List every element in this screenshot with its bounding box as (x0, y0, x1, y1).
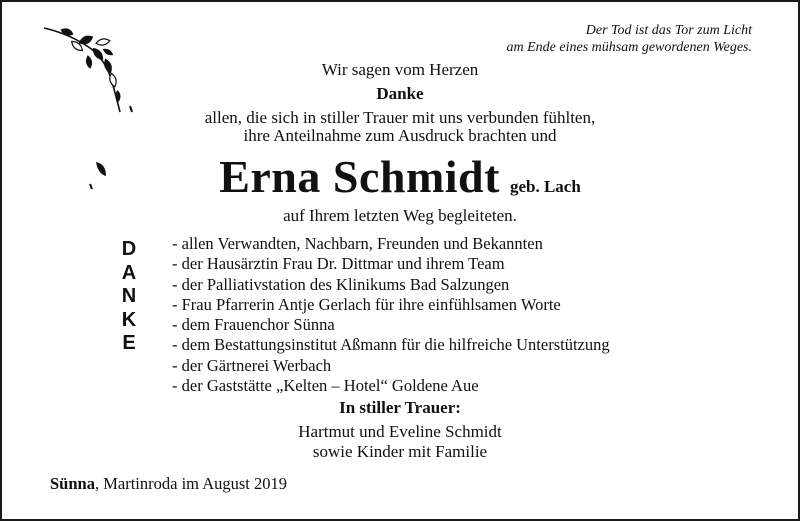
list-item: - dem Frauenchor Sünna (172, 315, 335, 335)
mourning-line-2: sowie Kinder mit Familie (312, 442, 488, 461)
deceased-name: Erna Schmidt (219, 151, 500, 202)
list-item: - Frau Pfarrerin Antje Gerlach für ihre einfühlsamen Worte (172, 294, 561, 314)
list-item: - dem Bestattungsinstitut Aßmann für die hilfreiche Unterstützung (172, 335, 610, 355)
danke-letter: E (122, 332, 136, 355)
thanks-list (172, 234, 610, 396)
footer-place: Sünna (50, 474, 95, 493)
list-item: - der Hausärztin Frau Dr. Dittmar und ihrem Team (172, 254, 505, 274)
intro-line-3: ihre Anteilnahme zum Ausdruck brachten und (243, 126, 557, 145)
mourning-heading: In stiller Trauer: (339, 398, 461, 417)
intro-line-2: allen, die sich in stiller Trauer mit uns verbunden fühlten, (204, 108, 596, 127)
list-item: - der Gaststätte „Kelten – Hotel“ Goldene Aue (172, 376, 479, 396)
motto-line-2: am Ende eines mühsam gewordenen Weges. (506, 40, 752, 55)
deceased-maiden-name: geb. Lach (509, 177, 581, 196)
motto-line-1: Der Tod ist das Tor zum Licht (585, 23, 752, 38)
footer (50, 474, 287, 494)
footer-rest: , Martinroda im August 2019 (94, 474, 287, 493)
danke-letter: N (121, 285, 137, 308)
list-item: - der Palliativstation des Klinikums Bad Salzungen (172, 274, 510, 294)
list-item: - der Gärtnerei Werbach (172, 355, 332, 375)
intro-danke: Danke (376, 84, 424, 103)
list-item: - allen Verwandten, Nachbarn, Freunden und Bekannten (172, 234, 543, 253)
intro-line-1: Wir sagen vom Herzen (321, 60, 479, 79)
danke-letter: K (121, 308, 137, 331)
deceased-name-block (2, 150, 798, 203)
mourning-line-1: Hartmut und Eveline Schmidt (298, 422, 502, 441)
escort-line: auf Ihrem letzten Weg begleiteten. (283, 206, 517, 225)
motto (507, 22, 752, 56)
danke-letter: D (121, 238, 137, 260)
danke-letter: A (121, 261, 137, 284)
danke-vertical (116, 238, 142, 356)
